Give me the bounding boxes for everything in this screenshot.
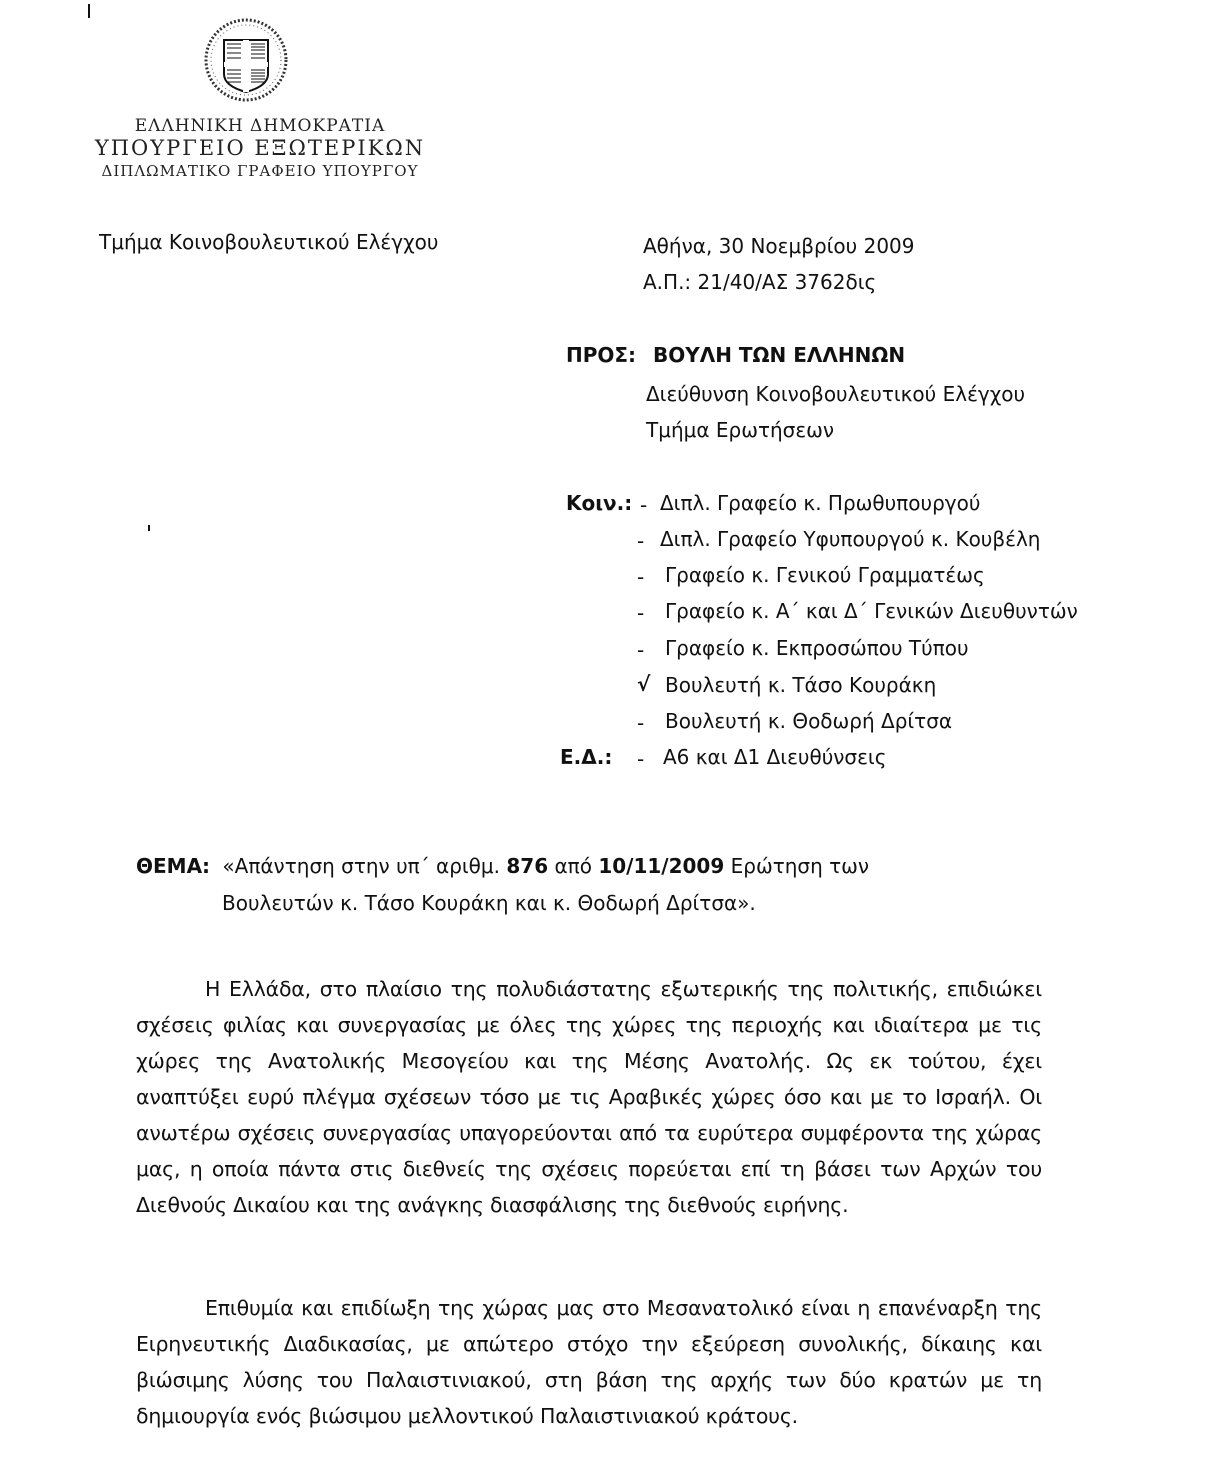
- subject-text: Ερώτηση των: [730, 854, 870, 878]
- subject-label: ΘΕΜΑ:: [136, 854, 211, 878]
- cc-bullet: -: [637, 529, 645, 553]
- protocol-number: Α.Π.: 21/40/ΑΣ 3762δις: [643, 270, 877, 294]
- internal-bullet: -: [637, 747, 645, 771]
- letterhead-ministry: ΥΠΟΥΡΓΕΙΟ ΕΞΩΤΕΡΙΚΩΝ: [94, 136, 426, 160]
- scan-mark: [148, 525, 150, 531]
- cc-bullet: -: [637, 638, 645, 662]
- letterhead-republic: ΕΛΛΗΝΙΚΗ ΔΗΜΟΚΡΑΤΙΑ: [134, 116, 386, 136]
- cc-bullet: -: [637, 711, 645, 735]
- internal-distribution-label: Ε.Δ.:: [560, 745, 613, 769]
- handwritten-checkmark-icon: √: [637, 672, 651, 696]
- question-number: 876: [506, 854, 549, 878]
- cc-bullet: -: [637, 565, 645, 589]
- recipient-name: ΒΟΥΛΗ ΤΩΝ ΕΛΛΗΝΩΝ: [653, 343, 906, 367]
- greek-coat-of-arms-icon: [202, 12, 290, 104]
- letterhead-office: ΔΙΠΛΩΜΑΤΙΚΟ ΓΡΑΦΕΙΟ ΥΠΟΥΡΓΟΥ: [101, 162, 419, 180]
- subject-line-2: Βουλευτών κ. Τάσο Κουράκη και κ. Θοδωρή Δρίτσα».: [222, 891, 756, 915]
- cc-item: Διπλ. Γραφείο κ. Πρωθυπουργού: [660, 491, 981, 515]
- internal-distribution: Α6 και Δ1 Διευθύνσεις: [663, 745, 887, 769]
- recipient-line: Τμήμα Ερωτήσεων: [646, 418, 835, 442]
- cc-bullet: -: [640, 493, 648, 517]
- cc-item: Γραφείο κ. Εκπροσώπου Τύπου: [665, 636, 969, 660]
- cc-item: Γραφείο κ. Γενικού Γραμματέως: [665, 563, 985, 587]
- recipient-line: Διεύθυνση Κοινοβουλευτικού Ελέγχου: [646, 382, 1026, 406]
- recipient-label: ΠΡΟΣ:: [566, 343, 637, 367]
- cc-item: Βουλευτή κ. Τάσο Κουράκη: [665, 673, 937, 697]
- subject-text: από: [554, 854, 592, 878]
- scan-mark: [88, 4, 90, 18]
- date-line: Αθήνα, 30 Νοεμβρίου 2009: [643, 234, 915, 258]
- cc-item: Γραφείο κ. Α΄ και Δ΄ Γενικών Διευθυντών: [665, 599, 1078, 623]
- subject-text: «Απάντηση στην υπ΄ αριθμ.: [222, 854, 501, 878]
- subject-line-1: [136, 854, 869, 878]
- cc-item: Βουλευτή κ. Θοδωρή Δρίτσα: [665, 709, 953, 733]
- paragraph-text: Η Ελλάδα, στο πλαίσιο της πολυδιάστατης εξωτερικής της πολιτικής, επιδιώκει σχέσεις φιλίας και συνεργασίας με όλες της χώρες της περιοχής και ιδιαίτερα με τις χώρες της Ανατολικής Μεσογείου και της Μέσης Ανατολής. Ως εκ τούτου, έχει αναπτύξει ευρύ πλέγμα σχέσεων τόσο με τις Αραβικές χώρες όσο και με το Ισραήλ. Οι ανωτέρω σχέσεις συνεργασίας υπαγορεύονται από τα ευρύτερα συμφέροντα της χώρας μας, η οποία πάντα στις διεθνείς της σχέσεις πορεύεται επί τη βάσει των Αρχών του Διεθνούς Δικαίου και της ανάγκης διασφάλισης της διεθνούς ειρήνης.: [136, 977, 1042, 1217]
- cc-item: Διπλ. Γραφείο Υφυπουργού κ. Κουβέλη: [660, 527, 1041, 551]
- department-name: Τμήμα Κοινοβουλευτικού Ελέγχου: [99, 230, 439, 254]
- question-date: 10/11/2009: [598, 854, 725, 878]
- cc-label: Κοιν.:: [566, 491, 633, 515]
- cc-bullet: -: [637, 601, 645, 625]
- paragraph-text: Επιθυμία και επιδίωξη της χώρας μας στο Μεσανατολικό είναι η επανέναρξη της Ειρηνευτικής Διαδικασίας, με απώτερο στόχο την εξεύρεση συνολικής, δίκαιης και βιώσιμης λύσης του Παλαιστινιακού, στη βάση της αρχής των δύο κρατών με τη δημιουργία ενός βιώσιμου μελλοντικού Παλαιστινιακού κράτους.: [136, 1296, 1042, 1428]
- body-paragraph-1: [136, 971, 1042, 1223]
- body-paragraph-2: [136, 1290, 1042, 1434]
